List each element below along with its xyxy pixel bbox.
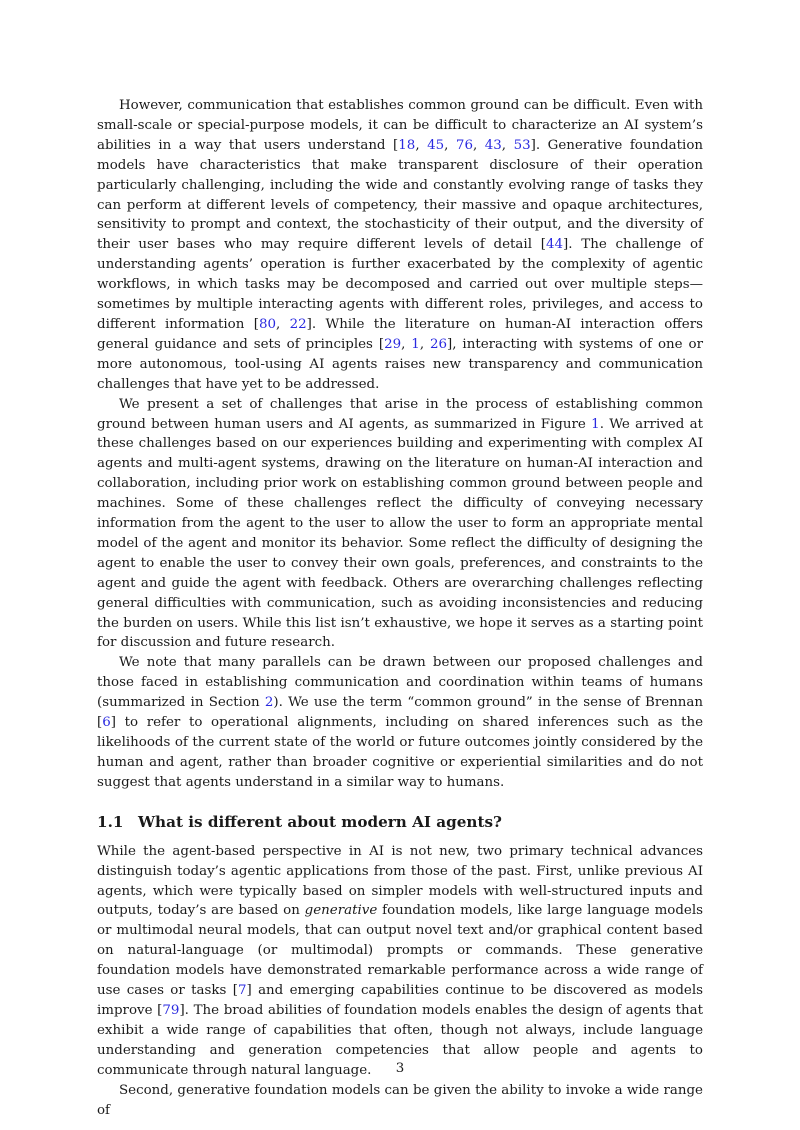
text-run: Second, generative foundation models can be given the ability to invoke a wide range of: [97, 1082, 703, 1118]
citation-link[interactable]: 26: [429, 336, 448, 352]
citation-link[interactable]: 1: [411, 336, 420, 352]
paragraph: [97, 653, 703, 792]
citation-link[interactable]: 80: [258, 316, 276, 332]
page-number: 3: [395, 1061, 405, 1076]
citation-link[interactable]: 22: [289, 316, 307, 332]
body-text: [97, 96, 703, 1120]
citation-link[interactable]: 44: [545, 237, 564, 253]
text-run: ). We use the term “common ground” in the sense of Brennan [: [97, 695, 703, 731]
section-paragraphs: [97, 842, 703, 1121]
section-title: What is different about modern AI agents?: [138, 812, 502, 831]
text-run: ]. While the literature on human-AI interaction offers general guidance and sets of principles [: [97, 316, 704, 352]
citation-link[interactable]: 43: [484, 137, 502, 153]
citation-link[interactable]: 18: [398, 137, 416, 153]
text-run: ,: [501, 137, 514, 153]
paragraph: [97, 842, 703, 1081]
section-number: 1.1: [97, 812, 124, 831]
citation-link[interactable]: 6: [102, 715, 111, 731]
intro-paragraphs: [97, 96, 703, 793]
text-run: ,: [444, 137, 456, 153]
citation-link[interactable]: 7: [237, 983, 247, 999]
text-run: foundation models, like large language models or multimodal neural models, that can output novel text and/or graphical content based on natural-language (or multimodal) prompts or commands. These generative foundation models have demonstrated remarkable performance across a wide range of use cases or tasks [: [97, 903, 703, 999]
text-run: ,: [401, 336, 412, 352]
emphasized-text: generative: [304, 903, 378, 919]
text-run: ], interacting with systems of one or more autonomous, tool-using AI agents raises new transparency and communication challenges that have yet to be addressed.: [97, 336, 703, 392]
citation-link[interactable]: 76: [455, 137, 473, 153]
text-run: ,: [472, 137, 485, 153]
text-run: ,: [419, 336, 430, 352]
text-run: We note that many parallels can be drawn between our proposed challenges and those faced in establishing communication and coordination within teams of humans (summarized in Section: [97, 655, 703, 711]
citation-link[interactable]: 53: [513, 137, 531, 153]
section-heading: [97, 812, 703, 832]
text-run: ] and emerging capabilities continue to be discovered as models improve [: [97, 983, 703, 1018]
paragraph: [97, 1081, 703, 1121]
text-run: . We arrived at these challenges based on our experiences building and experimenting with complex AI agents and multi-agent systems, drawing on the literature on human-AI interaction and collaboration, including prior work on establishing common ground between people and machines. Some of these challenges reflect the difficulty of conveying necessary information from the agent to the user to allow the user to form an appropriate mental model of the agent and monitor its behavior. Some reflect the difficulty of designing the agent to enable the user to convey their own goals, preferences, and constraints to the agent and guide the agent with feedback. Others are overarching challenges reflecting general difficulties with communication, such as avoiding inconsistencies and reducing the burden on users. While this list isn’t exhaustive, we hope it serves as a starting point for discussion and future research.: [97, 416, 703, 651]
text-run: We present a set of challenges that arise in the process of establishing common ground between human users and AI agents, as summarized in Figure: [97, 396, 703, 432]
text-run: However, communication that establishes common ground can be difficult. Even with small-scale or special-purpose models, it can be difficult to characterize an AI system’s abilities in a way that users understand [: [97, 98, 703, 153]
text-run: ]. Generative foundation models have characteristics that make transparent disclosure of their operation particularly challenging, including the wide and constantly evolving range of tasks they can perform at different levels of competency, their massive and opaque architectures, sensitivity to prompt and context, the stochasticity of their output, and the diversity of their user bases who may require different levels of detail [: [97, 137, 704, 253]
citation-link[interactable]: 45: [427, 137, 445, 153]
text-run: ] to refer to operational alignments, including on shared inferences such as the likelihoods of the current state of the world or future outcomes jointly considered by the human and agent, rather than broader cognitive or experiential similarities and do not suggest that agents understand in a similar way to humans.: [97, 715, 703, 790]
citation-link[interactable]: 29: [384, 336, 402, 352]
paragraph: [97, 96, 703, 395]
text-run: ]. The challenge of understanding agents’ operation is further exacerbated by the complexity of agentic workflows, in which tasks may be decomposed and carried out over multiple steps—sometimes by multiple interacting agents with different roles, privileges, and access to different information [: [97, 237, 704, 332]
text-run: ,: [415, 137, 428, 153]
text-run: ,: [275, 316, 290, 332]
citation-link[interactable]: 2: [264, 695, 274, 711]
citation-link[interactable]: 79: [162, 1002, 180, 1018]
text-run: While the agent-based perspective in AI is not new, two primary technical advances distinguish today’s agentic applications from those of the past. First, unlike previous AI agents, which were typically based on simpler models with well-structured inputs and outputs, today’s are based on: [97, 843, 703, 919]
text-run: ]. The broad abilities of foundation models enables the design of agents that exhibit a wide range of capabilities that often, though not always, include language understanding and generation competencies that allow people and agents to communicate through natural language.: [97, 1002, 703, 1078]
paragraph: [97, 395, 703, 654]
citation-link[interactable]: 1: [591, 416, 600, 432]
